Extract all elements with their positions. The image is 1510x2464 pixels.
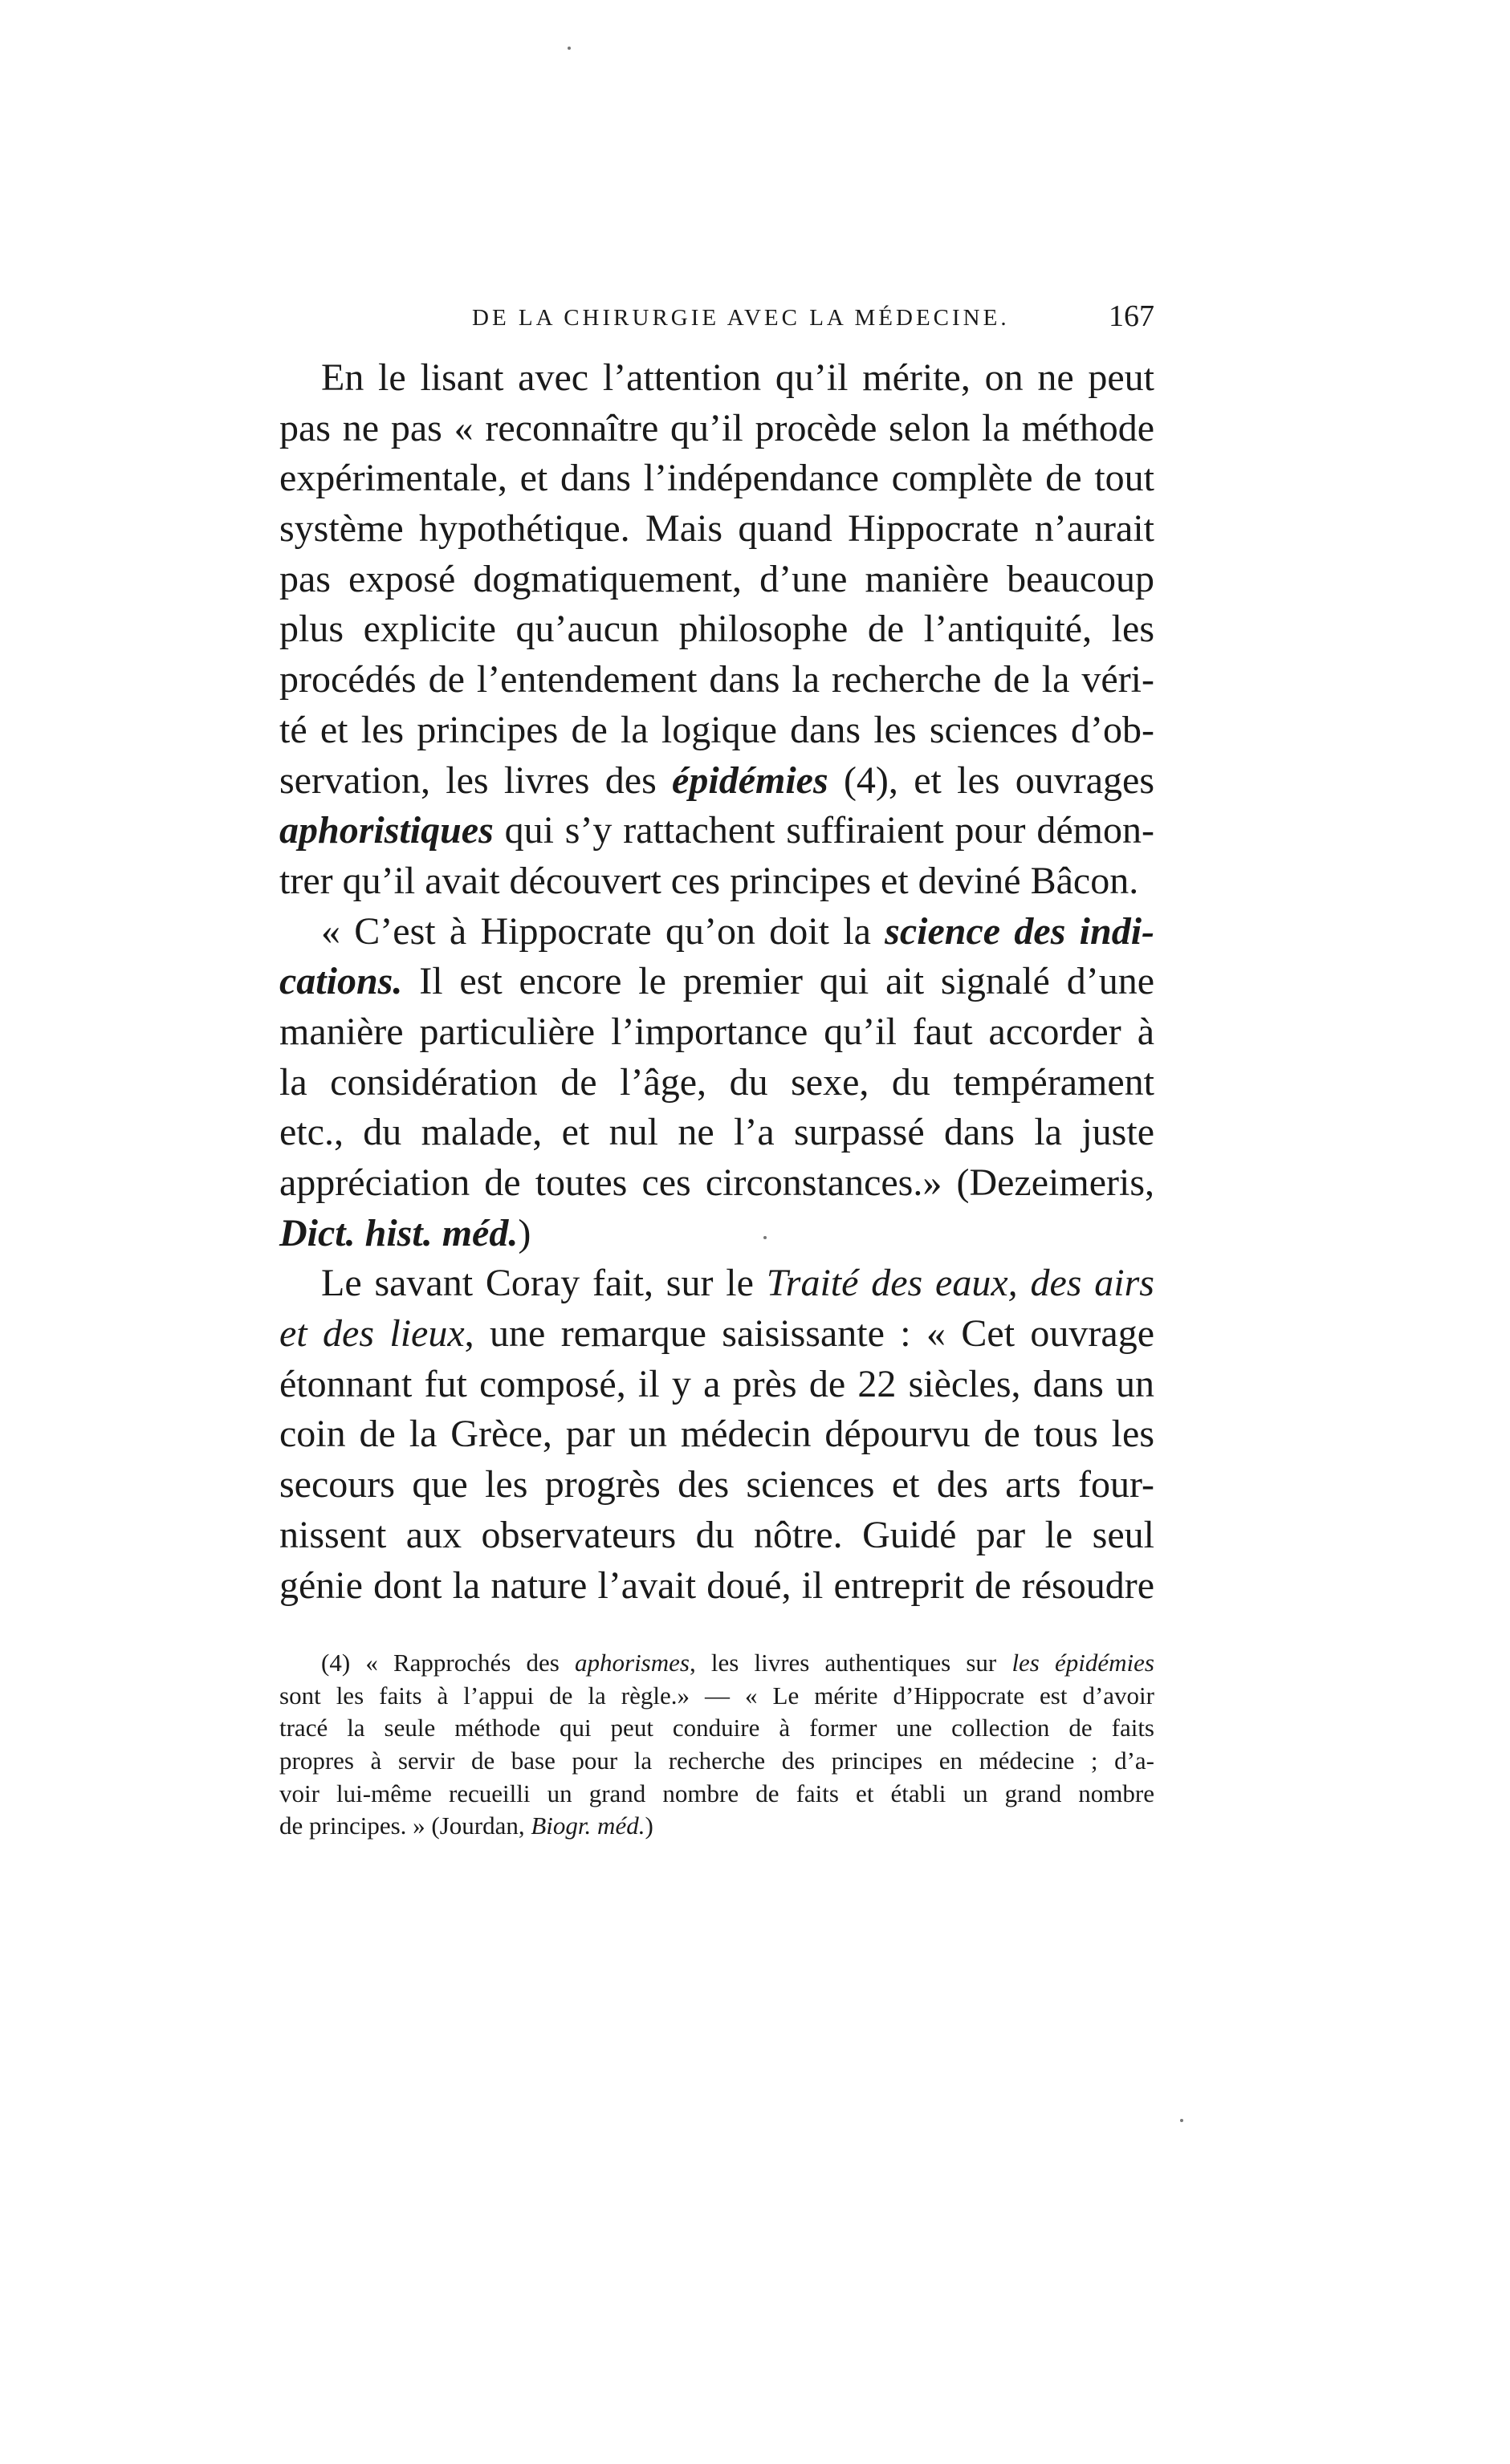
body-line [279, 1209, 1154, 1259]
text-run: Le savant Coray fait, sur le [321, 1262, 767, 1305]
body-line: pas exposé dogmatiquement, d’une manière beaucoup [279, 557, 1154, 600]
body-line: trer qu’il avait découvert ces principes et deviné Bâcon. [279, 859, 1139, 902]
body-line [279, 1309, 1154, 1360]
text-run: ) [518, 1211, 531, 1254]
body-line: expérimentale, et dans l’indépendance complète de tout [279, 457, 1154, 500]
body-line: manière particulière l’importance qu’il faut accorder à [279, 1010, 1154, 1053]
emphasized-text: aphorismes [575, 1649, 690, 1677]
body-line [279, 806, 1154, 856]
emphasized-text: Biogr. méd. [531, 1811, 645, 1840]
body-text [279, 353, 1154, 1611]
footnote-line: sont les faits à l’appui de la règle.» — « Le mérite d’Hippocrate est d’avoir [279, 1681, 1154, 1710]
body-line: En le lisant avec l’attention qu’il mérite, on ne peut [321, 356, 1154, 399]
text-run: de principes. » (Jourdan, [279, 1811, 531, 1840]
paper-speck [568, 47, 571, 50]
footnote-line: voir lui-même recueilli un grand nombre de faits et établi un grand nombre [279, 1779, 1154, 1807]
body-line: appréciation de toutes ces circonstances.» (Dezeimeris, [279, 1161, 1154, 1204]
text-run: (4), et les ouvrages [828, 758, 1155, 802]
body-line: etc., du malade, et nul ne l’a surpassé dans la juste [279, 1111, 1154, 1154]
text-run: servation, les livres des [279, 758, 673, 802]
emphasized-text: les épidémies [1011, 1649, 1154, 1677]
body-line: secours que les progrès des sciences et des arts four- [279, 1463, 1154, 1506]
emphasized-text: épidémies [672, 758, 828, 802]
body-line: coin de la Grèce, par un médecin dépourvu de tous les [279, 1413, 1154, 1456]
footnote-line [279, 1810, 1154, 1843]
text-run: qui s’y rattachent suffiraient pour démon- [493, 809, 1154, 852]
text-run: ) [645, 1811, 653, 1840]
running-head [279, 295, 1154, 344]
body-line: étonnant fut composé, il y a près de 22 siècles, dans un [279, 1362, 1154, 1405]
body-line [279, 1258, 1154, 1309]
emphasized-text: Dict. hist. méd. [279, 1211, 519, 1254]
text-run: , une remarque saisissante : « Cet ouvrage [464, 1312, 1155, 1356]
body-line [279, 907, 1154, 958]
paper-speck [1180, 2119, 1183, 2122]
footnote-line: propres à servir de base pour la recherche des principes en médecine ; d’a- [279, 1746, 1154, 1775]
text-run: (4) « Rapprochés des [321, 1649, 575, 1677]
body-line [279, 957, 1154, 1007]
emphasized-text: aphoristiques [279, 809, 494, 852]
body-line: procédés de l’entendement dans la recherche de la véri- [279, 658, 1154, 701]
running-title: DE LA CHIRURGIE AVEC LA MÉDECINE. [472, 305, 1010, 331]
footnotes [279, 1647, 1154, 1843]
body-line: la considération de l’âge, du sexe, du tempérament [279, 1060, 1154, 1104]
text-run: « C’est à Hippocrate qu’on doit la [321, 909, 885, 953]
emphasized-text: et des lieux [279, 1312, 465, 1356]
body-line [279, 756, 1154, 807]
emphasized-text: Traité des eaux, des airs [766, 1262, 1154, 1305]
body-line: nissent aux observateurs du nôtre. Guidé par le seul [279, 1513, 1154, 1556]
body-line: pas ne pas « reconnaître qu’il procède selon la méthode [279, 406, 1154, 449]
footnote-line [279, 1647, 1154, 1680]
paper-speck [763, 1236, 767, 1239]
emphasized-text: science des indi- [885, 909, 1155, 953]
body-line: système hypothétique. Mais quand Hippocrate n’aurait [279, 507, 1154, 551]
body-line: génie dont la nature l’avait doué, il entreprit de résoudre [279, 1563, 1154, 1607]
body-line: té et les principes de la logique dans les sciences d’ob- [279, 708, 1154, 751]
footnote-line: tracé la seule méthode qui peut conduire à former une collection de faits [279, 1714, 1154, 1742]
text-run: Il est encore le premier qui ait signalé d’une [402, 960, 1154, 1003]
emphasized-text: cations. [279, 960, 403, 1003]
text-run: , les livres authentiques sur [689, 1649, 1012, 1677]
body-line: plus explicite qu’aucun philosophe de l’antiquité, les [279, 608, 1154, 651]
page-number: 167 [1109, 299, 1154, 333]
